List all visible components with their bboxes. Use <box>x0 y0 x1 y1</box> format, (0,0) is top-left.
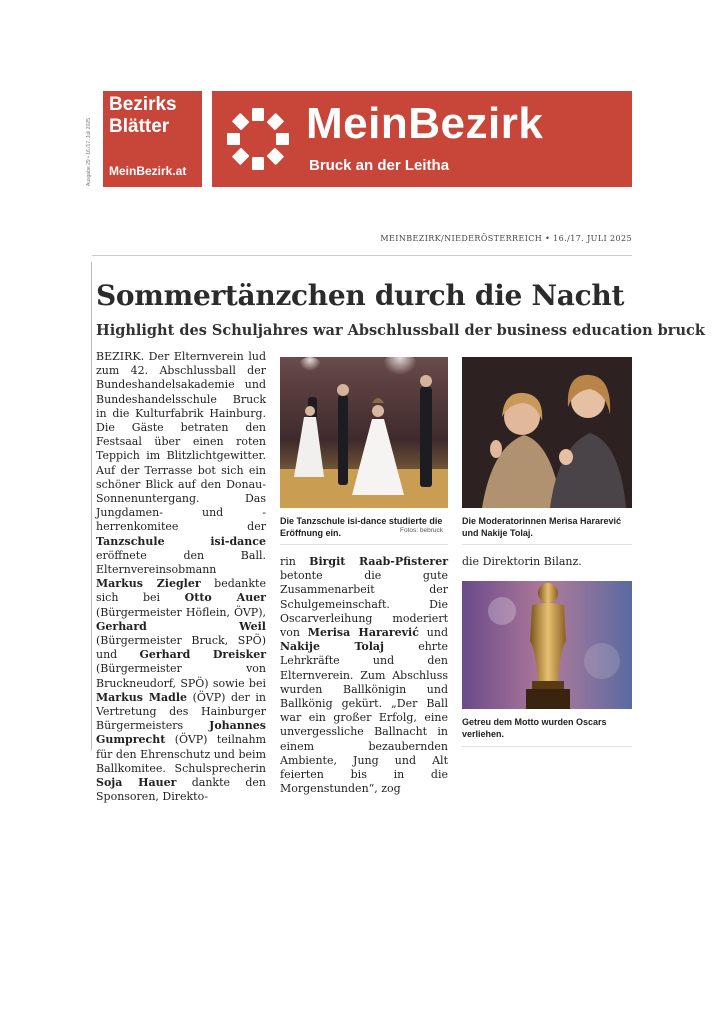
meinbezirk-sun-icon <box>226 107 290 171</box>
photo-credit: Fotos: bebruck <box>400 527 443 534</box>
caption-divider <box>462 746 632 747</box>
article-left-rule <box>91 262 92 750</box>
photo-moderators <box>462 357 632 508</box>
bezirksblaetter-logo <box>103 91 202 187</box>
caption-moderators: Die Moderatorinnen Merisa Hararević und Nakije Tolaj. <box>462 516 622 538</box>
person-name: Otto Auer <box>184 591 266 605</box>
dateline: MEINBEZIRK/NIEDERÖSTERREICH • 16./17. JULI 2025 <box>380 234 632 243</box>
caption-opening-dance: Die Tanzschule isi-dance studierte die Eröffnung ein. <box>280 516 443 538</box>
brand-name: MeinBezirk <box>306 99 544 148</box>
photo-oscar-statue <box>462 581 632 709</box>
article-column-1: BEZIRK. Der Elternverein lud zum 42. Abschlussball der Bundeshandelsakademie und Bundeshandelsschule Bruck in die Kulturfabrik Hainburg. Die Gäste betraten den Festsaal über einen roten Teppich im Blitzlichtgewitter. Auf der Terrasse bot sich ein schöner Blick auf den Donau-Sonnenuntergang. Das Jungdamen- und -herrenkomitee der Tanzschule isi-dance eröffnete den Ball. Elternvereinsobmann Markus Ziegler bedankte sich bei Otto Auer (Bürgermeister Höflein, ÖVP), Gerhard Weil (Bürgermeister Bruck, SPÖ) und Gerhard Dreisker (Bürgermeister von Bruckneudorf, SPÖ) sowie bei Markus Madle (ÖVP) der in Vertretung des Hainburger Bürgermeisters Johannes Gumprecht (ÖVP) teilnahm für den Ehrenschutz und beim Ballkomitee. Schulsprecherin Soja Hauer dankte den Sponsoren, Direkto- <box>96 350 267 804</box>
logo-line-1: Bezirks <box>109 94 177 115</box>
person-name: Johannes Gumprecht <box>96 719 266 747</box>
person-name: Markus Madle <box>96 690 188 704</box>
person-name: Tanzschule isi-dance <box>96 534 266 548</box>
region-name: Bruck an der Leitha <box>309 157 450 174</box>
person-name: Markus Ziegler <box>96 577 201 591</box>
person-name: Gerhard Weil <box>96 619 266 633</box>
person-name: Gerhard Dreisker <box>139 648 266 662</box>
article-headline: Sommertänzchen durch die Nacht <box>96 279 625 312</box>
article-column-2: rin Birgit Raab-Pfisterer betonte die gute Zusammenarbeit der Schulgemeinschaft. Die Oscarverleihung moderiert von Merisa Hararević und Nakije Tolaj ehrte Lehrkräfte und den Elternverein. Zum Abschluss wurden Ballkönigin und Ballkönig gekürt. „Der Ball war ein großer Erfolg, eine unvergessliche Ballnacht in einem bezaubernden Ambiente, Jung und Alt feierten bis in die Morgenstunden“, zog <box>280 555 449 796</box>
person-name: Soja Hauer <box>96 776 177 790</box>
logo-line-2: Blätter <box>109 116 170 137</box>
person-name: Nakije Tolaj <box>280 640 385 654</box>
person-name: Merisa Hararević <box>307 626 419 640</box>
article-column-3: die Direktorin Bilanz. <box>462 555 582 568</box>
photo-opening-dance <box>280 357 448 508</box>
caption-divider <box>462 544 632 545</box>
person-name: Birgit Raab-Pfisterer <box>309 555 449 568</box>
meinbezirk-banner <box>212 91 632 187</box>
logo-url: MeinBezirk.at <box>109 164 187 178</box>
article-subheadline: Highlight des Schuljahres war Abschlussball der business education bruck <box>96 322 705 339</box>
caption-oscar: Getreu dem Motto wurden Oscars verliehen. <box>462 717 607 739</box>
edition-note: Ausgabe 29 • 16./17. Juli 2025 <box>86 118 92 186</box>
caption-divider <box>280 544 448 545</box>
header-divider <box>92 255 632 256</box>
